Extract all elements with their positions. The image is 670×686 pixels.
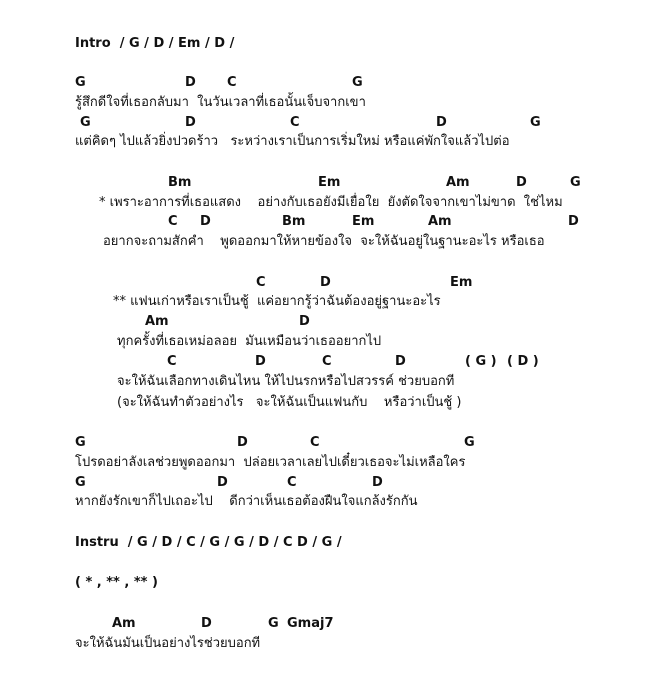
chord: D bbox=[201, 616, 212, 631]
chord: D bbox=[436, 115, 447, 130]
chord: C bbox=[290, 115, 300, 130]
chord: D bbox=[185, 115, 196, 130]
lyric-line: แต่คิดๆ ไปแล้วยิ่งปวดร้าว ระหว่างเราเป็นการเริ่มใหม่ หรือแค่พักใจแล้วไปต่อ bbox=[75, 134, 510, 149]
chord: D bbox=[200, 214, 211, 229]
chord: C bbox=[322, 354, 332, 369]
lyric-line: จะให้ฉันมันเป็นอย่างไรช่วยบอกที bbox=[75, 636, 261, 651]
chord: D bbox=[395, 354, 406, 369]
chord: G bbox=[530, 115, 541, 130]
chord: Am bbox=[112, 616, 136, 631]
lyric-line: รู้สึกดีใจที่เธอกลับมา ในวันเวลาที่เธอนั้นเจ็บจากเขา bbox=[75, 95, 366, 110]
repeat-note: ( * , ** , ** ) bbox=[75, 575, 158, 590]
chord: G bbox=[75, 435, 86, 450]
chord: C bbox=[310, 435, 320, 450]
chord: ( G ) bbox=[465, 354, 497, 369]
chord: C bbox=[256, 275, 266, 290]
chord: G bbox=[268, 616, 279, 631]
chord: Em bbox=[352, 214, 375, 229]
lyric-line: ** แฟนเก่าหรือเราเป็นชู้ แค่อยากรู้ว่าฉันต้องอยู่ฐานะอะไร bbox=[113, 294, 441, 309]
chord: D bbox=[516, 175, 527, 190]
lyric-line: อยากจะถามสักคำ พูดออกมาให้หายข้องใจ จะให้ฉันอยู่ในฐานะอะไร หรือเธอ bbox=[103, 234, 545, 249]
chord: G bbox=[352, 75, 363, 90]
lyric-line: โปรดอย่าลังเลช่วยพูดออกมา ปล่อยเวลาเลยไปเดี๋ยวเธอจะไม่เหลือใคร bbox=[75, 455, 466, 470]
chord: D bbox=[299, 314, 310, 329]
lyric-line: หากยังรักเขาก็ไปเถอะไป ดีกว่าเห็นเธอต้องฝืนใจแกล้งรักกัน bbox=[75, 494, 418, 509]
chord: D bbox=[237, 435, 248, 450]
chord: ( D ) bbox=[507, 354, 539, 369]
chord: C bbox=[287, 475, 297, 490]
chord: G bbox=[464, 435, 475, 450]
chord: Am bbox=[446, 175, 470, 190]
chord: Bm bbox=[168, 175, 192, 190]
chord: D bbox=[217, 475, 228, 490]
instrumental-line: Instru / G / D / C / G / G / D / C D / G / bbox=[75, 535, 342, 550]
chord: Bm bbox=[282, 214, 306, 229]
chord: Am bbox=[145, 314, 169, 329]
lyric-line: (จะให้ฉันทำตัวอย่างไร จะให้ฉันเป็นแฟนกับ หรือว่าเป็นชู้ ) bbox=[117, 395, 462, 410]
chord: G bbox=[75, 475, 86, 490]
chord: Am bbox=[428, 214, 452, 229]
lyric-line: จะให้ฉันเลือกทางเดินไหน ให้ไปนรกหรือไปสวรรค์ ช่วยบอกที bbox=[117, 374, 455, 389]
chord: G bbox=[570, 175, 581, 190]
chord: C bbox=[227, 75, 237, 90]
chord: Gmaj7 bbox=[287, 616, 334, 631]
chord: Em bbox=[318, 175, 341, 190]
chord: D bbox=[255, 354, 266, 369]
chord: Em bbox=[450, 275, 473, 290]
lyric-line: ทุกครั้งที่เธอเหม่อลอย มันเหมือนว่าเธออยากไป bbox=[117, 334, 382, 349]
chord: D bbox=[185, 75, 196, 90]
chord: G bbox=[75, 75, 86, 90]
chord: D bbox=[372, 475, 383, 490]
chord: G bbox=[80, 115, 91, 130]
chord: D bbox=[320, 275, 331, 290]
chord: D bbox=[568, 214, 579, 229]
lyric-line: * เพราะอาการที่เธอแสดง อย่างกับเธอยังมีเยื่อใย ยังตัดใจจากเขาไม่ขาด ใช่ไหม bbox=[99, 195, 563, 210]
chord: C bbox=[167, 354, 177, 369]
intro-line: Intro / G / D / Em / D / bbox=[75, 36, 235, 51]
chord: C bbox=[168, 214, 178, 229]
